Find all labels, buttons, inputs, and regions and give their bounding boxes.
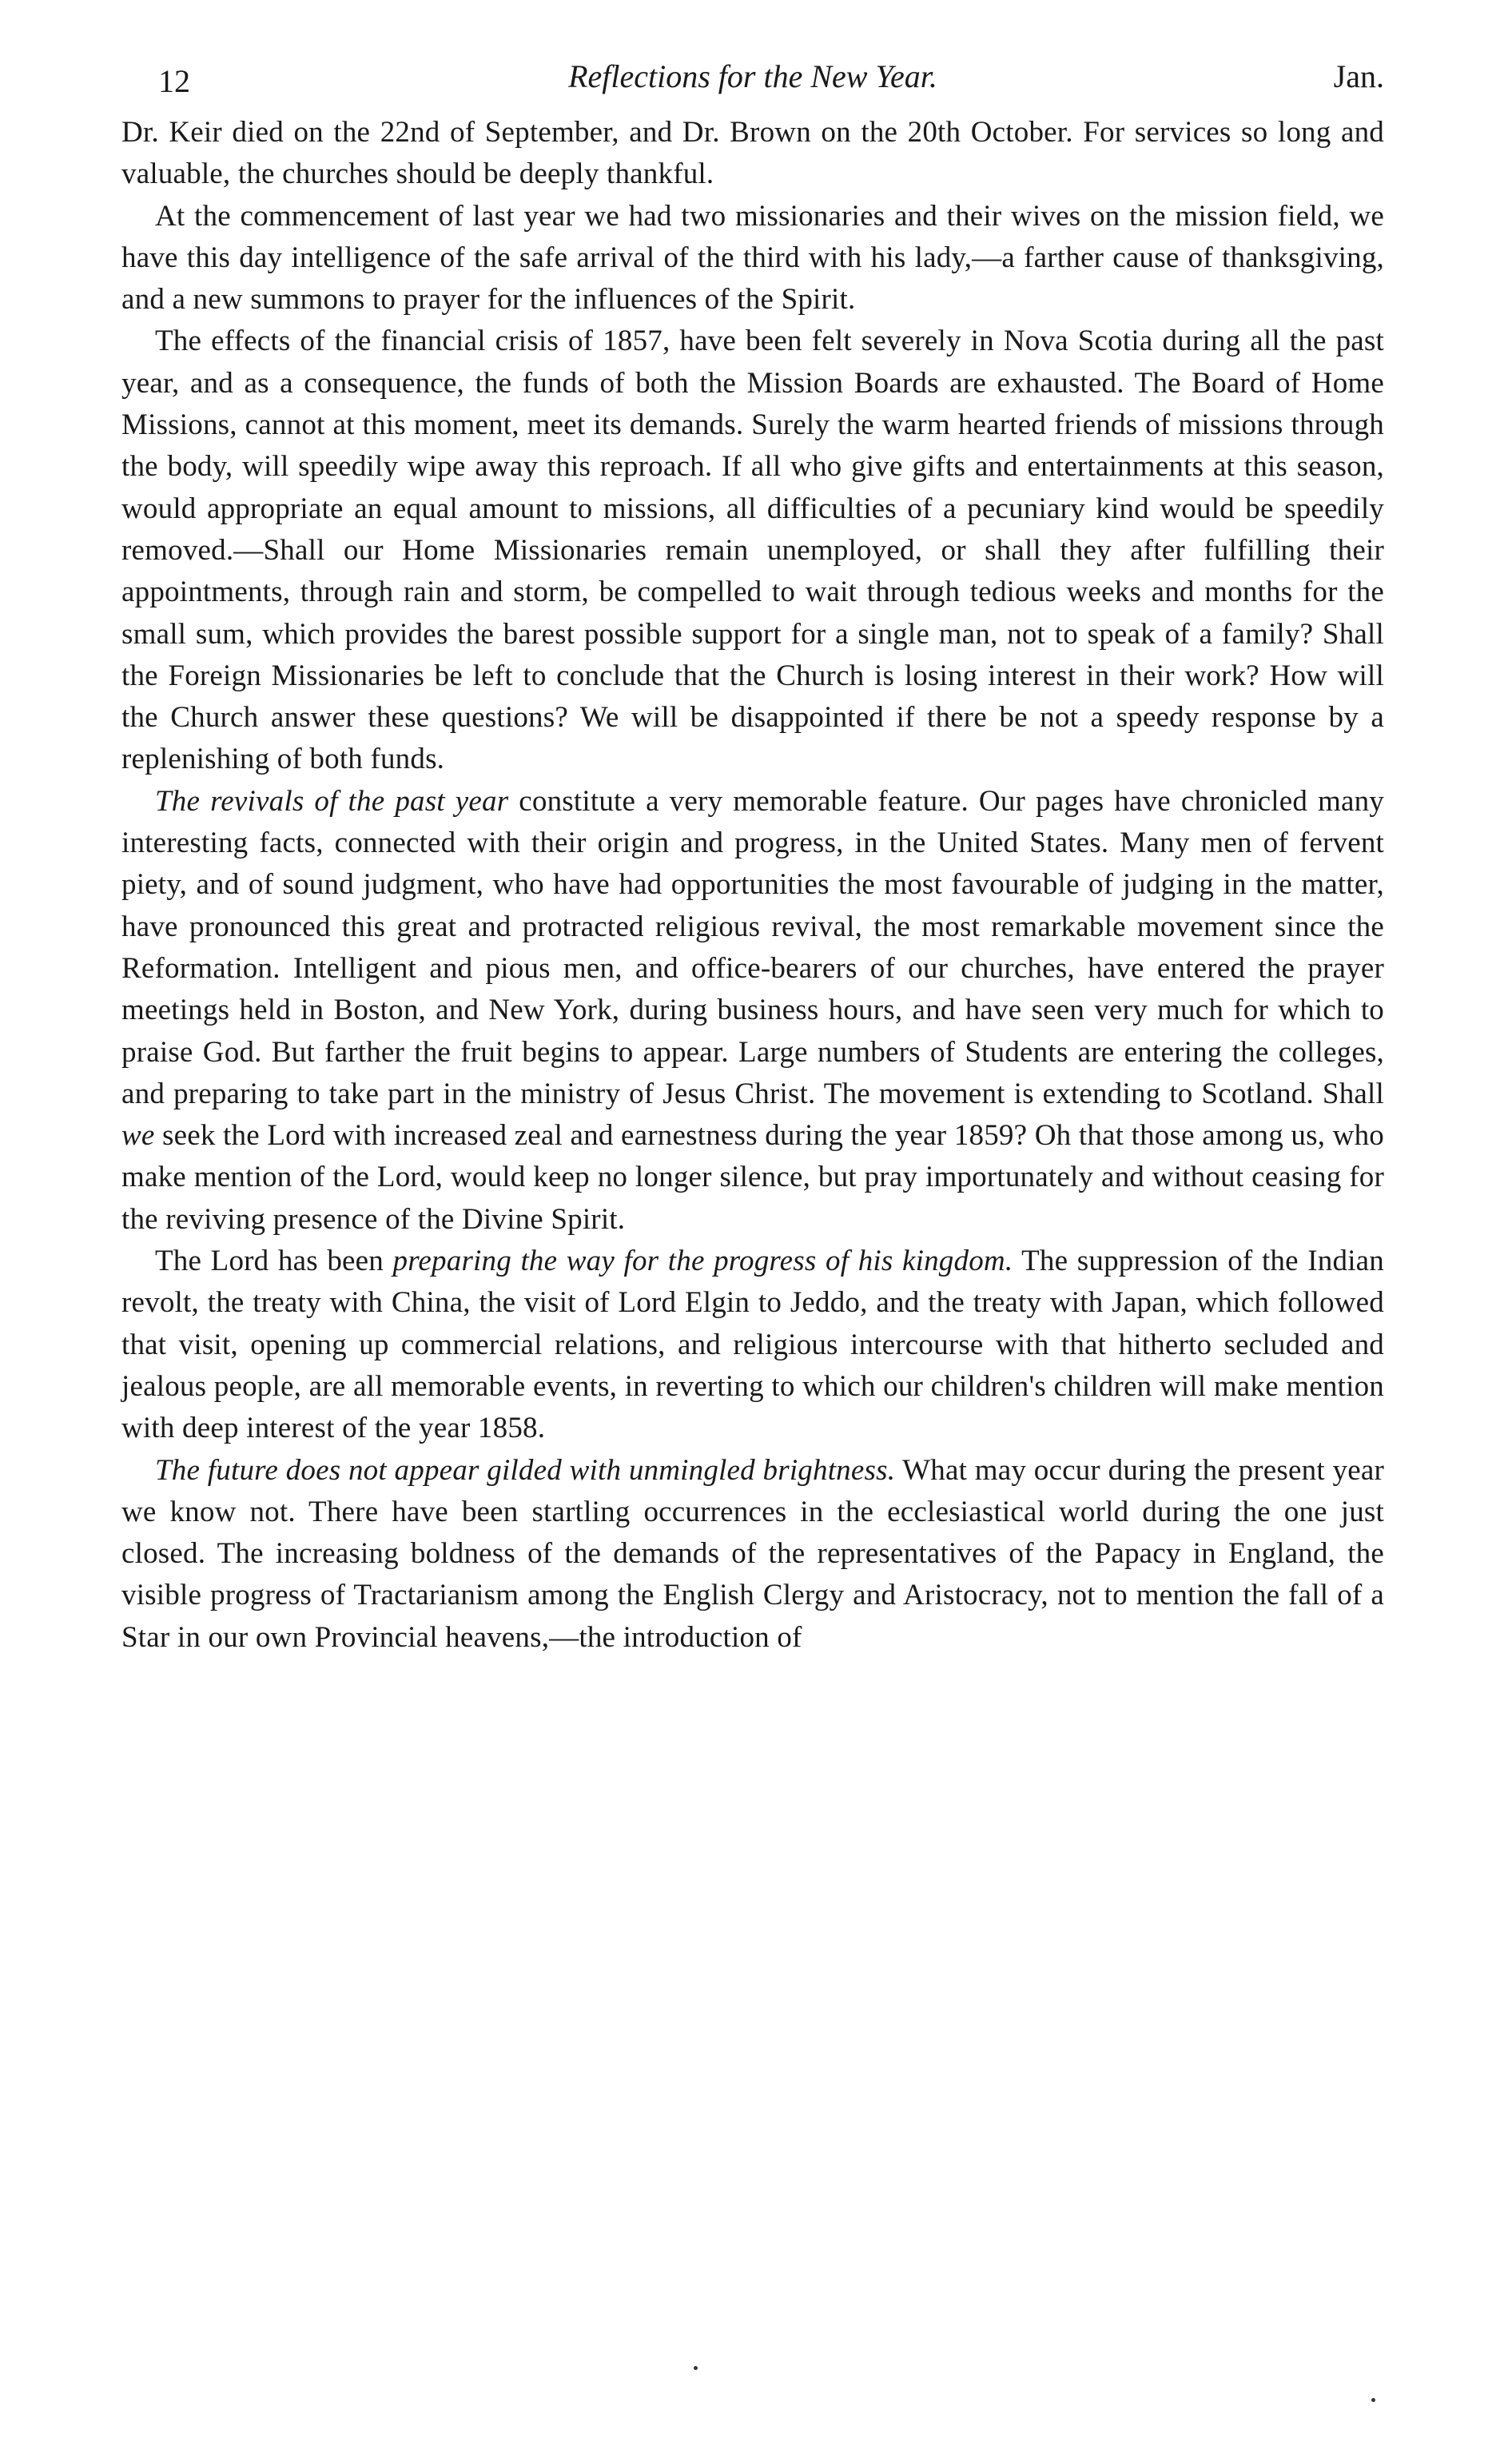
- text-run: The effects of the financial crisis of 1857, have been felt severely in Nova Scotia during all the past year, and as a consequence, the funds of both the Mission Boards are exhausted. The Board of Home Missions, cannot at this moment, meet its demands. Surely the warm hearted friends of missions through the body, will speedily wipe away this reproach. If all who give gifts and entertainments at this season, would appropriate an equal amount to missions, all difficulties of a pecuniary kind would be speedily removed.—Shall our Home Missionaries remain unemployed, or shall they after fulfilling their appointments, through rain and storm, be compelled to wait through tedious weeks and months for the small sum, which provides the barest possible support for a single man, not to speak of a family? Shall the Foreign Missionaries be left to conclude that the Church is losing interest in their work? How will the Church answer these questions? We will be disappointed if there be not a speedy response by a replenishing of both funds.: [121, 325, 1384, 776]
- text-run: What may occur during the present year we know not. There have been startling occurrences in the ecclesiastical world during the one just closed. The increasing boldness of the demands of the representatives of the Papacy in England, the visible progress of Tractarianism among the English Clergy and Aristocracy, not to mention the fall of a Star in our own Provincial heavens,—the introduction of: [121, 1453, 1384, 1654]
- ink-speck: [694, 2366, 698, 2370]
- paragraph: [121, 112, 1384, 196]
- running-header: [121, 48, 1384, 112]
- italic-text-run: The revivals of the past year: [155, 784, 509, 818]
- italic-text-run: preparing the way for the progress of his kingdom.: [392, 1245, 1013, 1278]
- text-run: seek the Lord with increased zeal and earnestness during the year 1859? Oh that those among us, who make mention of the Lord, would keep no longer silence, but pray importunately and without ceasing for the reviving presence of the Divine Spirit.: [121, 1119, 1384, 1236]
- header-month: Jan.: [1333, 58, 1384, 94]
- page-number: 12: [158, 63, 190, 99]
- running-title: Reflections for the New Year.: [568, 58, 937, 94]
- italic-text-run: The future does not appear gilded with unmingled brightness.: [155, 1453, 896, 1487]
- paragraph: [121, 196, 1384, 321]
- magazine-page: [121, 48, 1384, 1659]
- text-run: Dr. Keir died on the 22nd of September, and Dr. Brown on the 20th October. For services so long and valuable, the churches should be deeply thankful.: [121, 116, 1384, 191]
- paragraph: [121, 781, 1384, 1241]
- paragraph: [121, 1241, 1384, 1449]
- article-body: [121, 112, 1384, 1659]
- paragraph: [121, 1450, 1384, 1659]
- italic-text-run: we: [121, 1119, 155, 1153]
- text-run: At the commencement of last year we had two missionaries and their wives on the mission field, we have this day intelligence of the safe arrival of the third with his lady,—a farther cause of thanksgiving, and a new summons to prayer for the influences of the Spirit.: [121, 199, 1384, 317]
- text-run: The suppression of the Indian revolt, the treaty with China, the visit of Lord Elgin to Jeddo, and the treaty with Japan, which followed that visit, opening up commercial relations, and religious intercourse with that hitherto secluded and jealous people, are all memorable events, in reverting to which our children's children will make mention with deep interest of the year 1858.: [121, 1245, 1385, 1445]
- ink-speck: [1371, 2398, 1375, 2402]
- text-run: The Lord has been: [155, 1245, 393, 1278]
- text-run: constitute a very memorable feature. Our pages have chronicled many interesting facts, connected with their origin and progress, in the United States. Many men of fervent piety, and of sound judgment, who have had opportunities the most favourable of judging in the matter, have pronounced this great and protracted religious revival, the most remarkable movement since the Reformation. Intelligent and pious men, and office-bearers of our churches, have entered the prayer meetings held in Boston, and New York, during business hours, and have seen very much for which to praise God. But farther the fruit begins to appear. Large numbers of Students are entering the colleges, and preparing to take part in the ministry of Jesus Christ. The movement is extending to Scotland. Shall: [121, 784, 1384, 1110]
- paragraph: [121, 321, 1384, 780]
